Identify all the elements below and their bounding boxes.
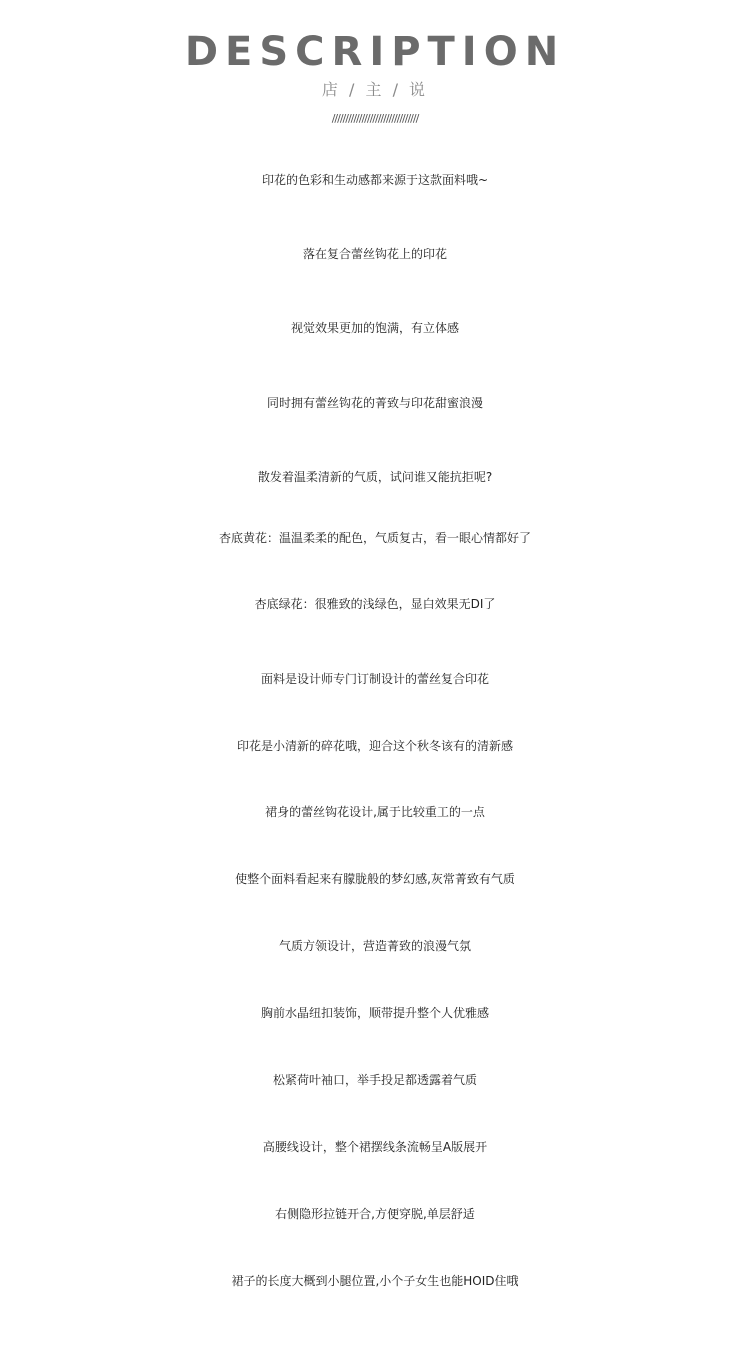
description-line: 落在复合蕾丝钩花上的印花	[302, 247, 447, 261]
description-line: 杏底绿花：很雅致的浅绿色，显白效果无DI了	[254, 597, 496, 611]
shop-owner-says-subtitle: 店 / 主 / 说	[321, 80, 429, 99]
description-line: 面料是设计师专门订制设计的蕾丝复合印花	[260, 672, 489, 686]
description-line: 右侧隐形拉链开合,方便穿脱,单层舒适	[275, 1207, 475, 1221]
slash-divider: ////////////////////////////////	[331, 112, 419, 125]
description-line: 印花是小清新的碎花哦，迎合这个秋冬该有的清新感	[236, 739, 513, 753]
description-line: 松紧荷叶袖口，举手投足都透露着气质	[272, 1073, 477, 1087]
description-line: 杏底黄花：温温柔柔的配色，气质复古，看一眼心情都好了	[218, 531, 531, 545]
description-line: 裙子的长度大概到小腿位置,小个子女生也能HOID住哦	[231, 1274, 519, 1288]
description-line: 裙身的蕾丝钩花设计,属于比较重工的一点	[265, 805, 485, 819]
description-line: 同时拥有蕾丝钩花的菁致与印花甜蜜浪漫	[266, 396, 483, 410]
description-line: 高腰线设计，整个裙摆线条流畅呈A版展开	[262, 1140, 488, 1154]
description-line: 气质方领设计，营造菁致的浪漫气氛	[278, 939, 471, 953]
description-line: 使整个面料看起来有朦胧般的梦幻感,灰常菁致有气质	[235, 872, 515, 886]
description-line: 视觉效果更加的饱满，有立体感	[290, 321, 459, 335]
description-line: 印花的色彩和生动感都来源于这款面料哦~	[261, 173, 489, 187]
description-line: 胸前水晶纽扣装饰，顺带提升整个人优雅感	[260, 1006, 489, 1020]
description-line: 散发着温柔清新的气质，试问谁又能抗拒呢?	[257, 470, 493, 484]
description-title: DESCRIPTION	[184, 29, 566, 75]
